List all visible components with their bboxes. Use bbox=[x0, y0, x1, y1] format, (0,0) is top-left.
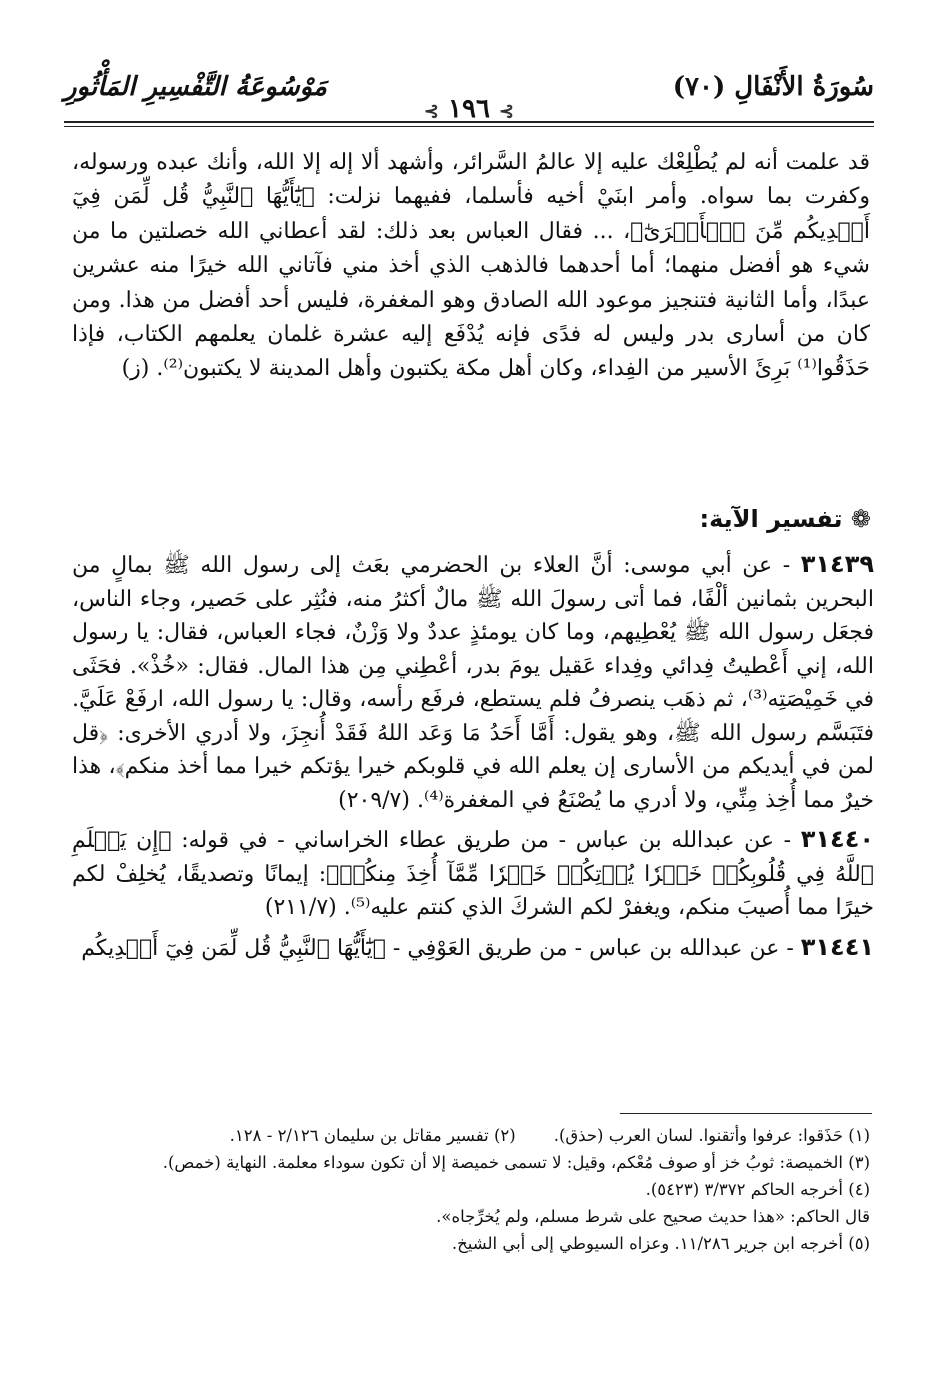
entry-31439 bbox=[72, 548, 874, 817]
ornament-left-icon: ⊱ bbox=[499, 101, 515, 122]
entry-31441 bbox=[72, 931, 874, 966]
footnote-4: (٤) أخرجه الحاكم ٣/٣٧٢ (٥٤٢٣). bbox=[645, 1180, 870, 1199]
footnotes bbox=[72, 1122, 870, 1257]
body-paragraph: قد علمت أنه لم يُطْلِعْك عليه إلا عالمُ السَّرائر، وأشهد ألا إله إلا الله، وأنك عبده ورسوله، وكفرت بما سواه. وأمر ابنَيْ أخيه فأسلما، ففيهما نزلت: ﴿يَٰٓأَيُّهَا ٱلنَّبِيُّ قُل لِّمَن فِيٓ أَيۡدِيكُم مِّنَ ٱلۡأَسۡرَىٰٓ﴾، ... فقال العباس بعد ذلك: لقد أعطاني الله خصلتين ما من شيء هو أفضل منهما؛ أما أحدهما فالذهب الذي أخذ مني فآتاني الله خيرًا منه عشرين عبدًا، وأما الثانية فتنجيز موعود الله الصادق وهو المغفرة، فليس أحد أفضل من هذا. ومن كان من أسارى بدر وليس له فدًى فإنه يُدْفَع إليه عشرة غلمان يعلمهم الكتاب، فإذا حَذَقُوا⁽¹⁾ بَرِئَ الأسير من الفِداء، وكان أهل مكة يكتبون وأهل المدينة لا يكتبون⁽²⁾. (ز) bbox=[72, 150, 870, 382]
page-number: ١٩٦ bbox=[448, 94, 490, 124]
book-title: مَوْسُوعَةُ التَّفْسِيرِ المَأْثُورِ bbox=[64, 72, 327, 102]
entries-list bbox=[72, 548, 874, 971]
footnote-1: (١) حَذَقوا: عرفوا وأتقنوا. لسان العرب (حذق). bbox=[553, 1126, 870, 1145]
entry-text: - عن عبدالله بن عباس - من طريق عطاء الخراساني - في قوله: ﴿إِن يَعۡلَمِ ٱللَّهُ فِي قُلُوبِكُمۡ خَيۡرٗا يُؤۡتِكُمۡ خَيۡرٗا مِّمَّآ أُخِذَ مِنكُمۡ﴾: إيمانًا وتصديقًا، يُخلِفْ لكم خيرًا مما أُصيبَ منكم، ويغفرْ لكم الشركَ الذي كنتم عليه⁽⁵⁾. (٢١١/٧) bbox=[72, 828, 874, 920]
page-header bbox=[64, 66, 874, 126]
body-paragraph-block bbox=[72, 146, 870, 387]
page-number-block bbox=[64, 94, 874, 124]
footnote-5: (٥) أخرجه ابن جرير ١١/٢٨٦. وعزاه السيوطي إلى أبي الشيخ. bbox=[451, 1234, 870, 1253]
entry-number: ٣١٤٤١ bbox=[800, 932, 874, 961]
footnote-2: (٢) تفسير مقاتل بن سليمان ٢/١٢٦ - ١٢٨. bbox=[229, 1126, 516, 1145]
entry-text: - عن عبدالله بن عباس - من طريق العَوْفِي - ﴿يَٰٓأَيُّهَا ٱلنَّبِيُّ قُل لِّمَن فِيٓ أَيۡدِيكُم bbox=[81, 935, 801, 961]
ornament-right-icon: ⊱ bbox=[423, 101, 439, 122]
section-heading: ❁ تفسير الآية: bbox=[699, 505, 871, 533]
header-rule bbox=[64, 121, 874, 123]
surah-title: سُورَةُ الأَنْفَالِ (٧٠) bbox=[672, 72, 874, 102]
footnote-rule bbox=[620, 1113, 872, 1114]
entry-number: ٣١٤٣٩ bbox=[800, 550, 874, 578]
footnote-4-note: قال الحاكم: «هذا حديث صحيح على شرط مسلم، ولم يُخرِّجاه». bbox=[436, 1207, 870, 1226]
footnote-3: (٣) الخميصة: ثوبُ خز أو صوف مُعْكم، وقيل: لا تسمى خميصة إلا أن تكون سوداء معلمة. النهاية (خمص). bbox=[162, 1153, 870, 1172]
header-rule-thin bbox=[64, 126, 874, 127]
entry-text: - عن أبي موسى: أنَّ العلاء بن الحضرمي بعَث إلى رسول الله ﷺ بمالٍ من البحرين بثمانين ألْفًا، فما أتى رسولَ الله ﷺ مالٌ أكثرُ منه، فنُثِر على حَصير، وجاء الناس، فجعَل رسول الله ﷺ يُعْطِيهم، وما كان يومئذٍ عددٌ ولا وَزْنٌ، فجاء العباس، فقال: يا رسول الله، إني أَعْطيتُ فِدائي وفِداء عَقيل يومَ بدر، أعْطِني مِن هذا المال. فقال: «خُذْ». فحَثَى في خَمِيْصَتِه⁽³⁾، ثم ذهَب ينصرفُ فلم يستطع، فرفَع رأسه، وقال: يا رسول الله، ارفَعْ عَلَيَّ. فتَبَسَّم رسول الله ﷺ، وهو يقول: أَمَّا أَحَدُ مَا وَعَد اللهُ فَقَدْ أُنجِزَ، ولا أدري الأخرى: ﴿قل لمن في أيديكم من الأسارى إن يعلم الله في قلوبكم خيرا يؤتكم خيرا مما أخذ منكم﴾، هذا خيرٌ مما أُخِذ مِنِّي، ولا أدري ما يُصْنَعُ في المغفرة⁽⁴⁾. (٢٠٩/٧) bbox=[72, 553, 874, 813]
entry-31440 bbox=[72, 823, 874, 925]
footnote-row bbox=[72, 1122, 870, 1149]
entry-number: ٣١٤٤٠ bbox=[800, 825, 874, 853]
